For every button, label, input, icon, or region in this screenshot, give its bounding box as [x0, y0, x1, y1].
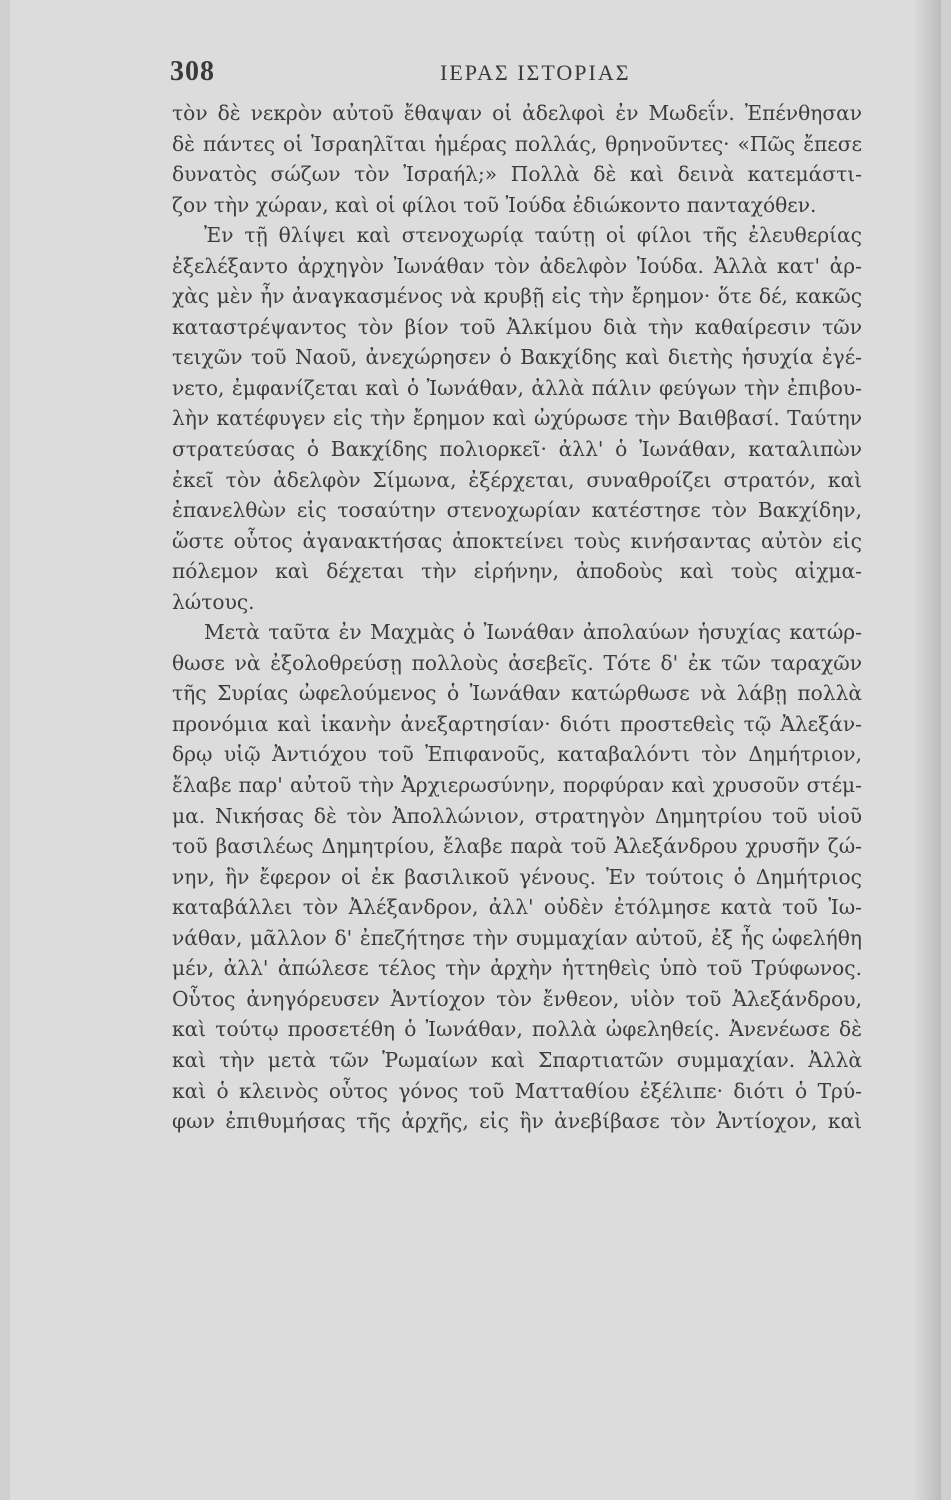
page-header — [170, 56, 870, 96]
text-line: ζον τὴν χώραν, καὶ οἱ φίλοι τοῦ Ἰούδα ἐδιώκοντο πανταχόθεν. — [172, 192, 817, 217]
text-line: νετο, ἐμφανίζεται καὶ ὁ Ἰωνάθαν, ἀλλὰ πάλιν φεύγων τὴν ἐπιβου- — [172, 375, 862, 400]
text-line: θωσε νὰ ἐξολοθρεύσῃ πολλοὺς ἀσεβεῖς. Τότε δ' ἐκ τῶν ταραχῶν — [172, 650, 862, 675]
text-line: Οὗτος ἀνηγόρευσεν Ἀντίοχον τὸν ἔνθεον, υἱὸν τοῦ Ἀλεξάνδρου, — [172, 986, 862, 1011]
text-line: καὶ τούτῳ προσετέθη ὁ Ἰωνάθαν, πολλὰ ὠφεληθείς. Ἀνενέωσε δὲ — [172, 1017, 862, 1042]
text-line: πόλεμον καὶ δέχεται τὴν εἰρήνην, ἀποδοὺς καὶ τοὺς αἰχμα- — [172, 559, 862, 584]
text-line: ἔλαβε παρ' αὐτοῦ τὴν Ἀρχιερωσύνην, πορφύραν καὶ χρυσοῦν στέμ- — [172, 773, 862, 798]
text-line: καὶ τὴν μετὰ τῶν Ῥωμαίων καὶ Σπαρτιατῶν συμμαχίαν. Ἀλλὰ — [172, 1047, 862, 1072]
text-line: δρῳ υἱῷ Ἀντιόχου τοῦ Ἐπιφανοῦς, καταβαλόντι τὸν Δημήτριον, — [172, 742, 862, 767]
text-line: μέν, ἀλλ' ἀπώλεσε τέλος τὴν ἀρχὴν ἡττηθεὶς ὑπὸ τοῦ Τρύφωνος. — [172, 956, 862, 981]
text-line: λὴν κατέφυγεν εἰς τὴν ἔρημον καὶ ὠχύρωσε τὴν Βαιθβασί. Ταύτην — [172, 406, 862, 431]
body-text — [172, 98, 862, 1137]
page-edge-shadow — [913, 0, 941, 1500]
text-line: ἐπανελθὼν εἰς τοσαύτην στενοχωρίαν κατέστησε τὸν Βακχίδην, — [172, 498, 862, 523]
text-line: τὸν δὲ νεκρὸν αὐτοῦ ἔθαψαν οἱ ἀδελφοὶ ἐν Μωδεΐν. Ἐπένθησαν — [172, 101, 862, 125]
text-line: νην, ἣν ἔφερον οἱ ἐκ βασιλικοῦ γένους. Ἐν τούτοις ὁ Δημήτριος — [172, 864, 862, 889]
running-head: ΙΕΡΑΣ ΙΣΤΟΡΙΑΣ — [440, 60, 631, 85]
text-line: ὥστε οὗτος ἀγανακτήσας ἀποκτείνει τοὺς κινήσαντας αὐτὸν εἰς — [172, 528, 862, 553]
text-line: Μετὰ ταῦτα ἐν Μαχμὰς ὁ Ἰωνάθαν ἀπολαύων ἡσυχίας κατώρ- — [204, 620, 862, 645]
text-line: καταστρέψαντος τὸν βίον τοῦ Ἀλκίμου διὰ τὴν καθαίρεσιν τῶν — [172, 314, 862, 339]
text-line: λώτους. — [172, 589, 255, 614]
text-line: φων ἐπιθυμήσας τῆς ἀρχῆς, εἰς ἣν ἀνεβίβασε τὸν Ἀντίοχον, καὶ — [172, 1109, 862, 1134]
text-line: δυνατὸς σώζων τὸν Ἰσραήλ;» Πολλὰ δὲ καὶ δεινὰ κατεμάστι- — [172, 162, 862, 187]
text-line: προνόμια καὶ ἱκανὴν ἀνεξαρτησίαν· διότι προστεθεὶς τῷ Ἀλεξάν- — [172, 711, 862, 736]
text-line: μα. Νικήσας δὲ τὸν Ἀπολλώνιον, στρατηγὸν Δημητρίου τοῦ υἱοῦ — [172, 803, 862, 828]
text-line: τειχῶν τοῦ Ναοῦ, ἀνεχώρησεν ὁ Βακχίδης καὶ διετὴς ἡσυχία ἐγέ- — [172, 345, 862, 370]
text-line: Ἐν τῇ θλίψει καὶ στενοχωρίᾳ ταύτῃ οἱ φίλοι τῆς ἐλευθερίας — [204, 223, 862, 248]
text-line: στρατεύσας ὁ Βακχίδης πολιορκεῖ· ἀλλ' ὁ Ἰωνάθαν, καταλιπὼν — [172, 437, 862, 462]
text-line: τῆς Συρίας ὠφελούμενος ὁ Ἰωνάθαν κατώρθωσε νὰ λάβῃ πολλὰ — [172, 681, 862, 706]
book-page — [10, 0, 941, 1500]
text-line: δὲ πάντες οἱ Ἰσραηλῖται ἡμέρας πολλάς, θρηνοῦντες· «Πῶς ἔπεσε — [172, 131, 862, 156]
text-line: καταβάλλει τὸν Ἀλέξανδρον, ἀλλ' οὐδὲν ἐτόλμησε κατὰ τοῦ Ἰω- — [172, 895, 862, 920]
text-line: ἐξελέξαντο ἀρχηγὸν Ἰωνάθαν τὸν ἀδελφὸν Ἰούδα. Ἀλλὰ κατ' ἀρ- — [172, 253, 862, 278]
text-line: χὰς μὲν ἦν ἀναγκασμένος νὰ κρυβῇ εἰς τὴν ἔρημον· ὅτε δέ, κακῶς — [172, 284, 862, 309]
page-number: 308 — [170, 56, 215, 87]
text-line: ἐκεῖ τὸν ἀδελφὸν Σίμωνα, ἐξέρχεται, συναθροίζει στρατόν, καὶ — [172, 467, 862, 492]
text-line: καὶ ὁ κλεινὸς οὗτος γόνος τοῦ Ματταθίου ἐξέλιπε· διότι ὁ Τρύ- — [172, 1078, 862, 1103]
text-line: νάθαν, μᾶλλον δ' ἐπεζήτησε τὴν συμμαχίαν αὐτοῦ, ἐξ ἧς ὠφελήθη — [172, 925, 862, 950]
text-line: τοῦ βασιλέως Δημητρίου, ἔλαβε παρὰ τοῦ Ἀλεξάνδρου χρυσῆν ζώ- — [172, 834, 862, 859]
